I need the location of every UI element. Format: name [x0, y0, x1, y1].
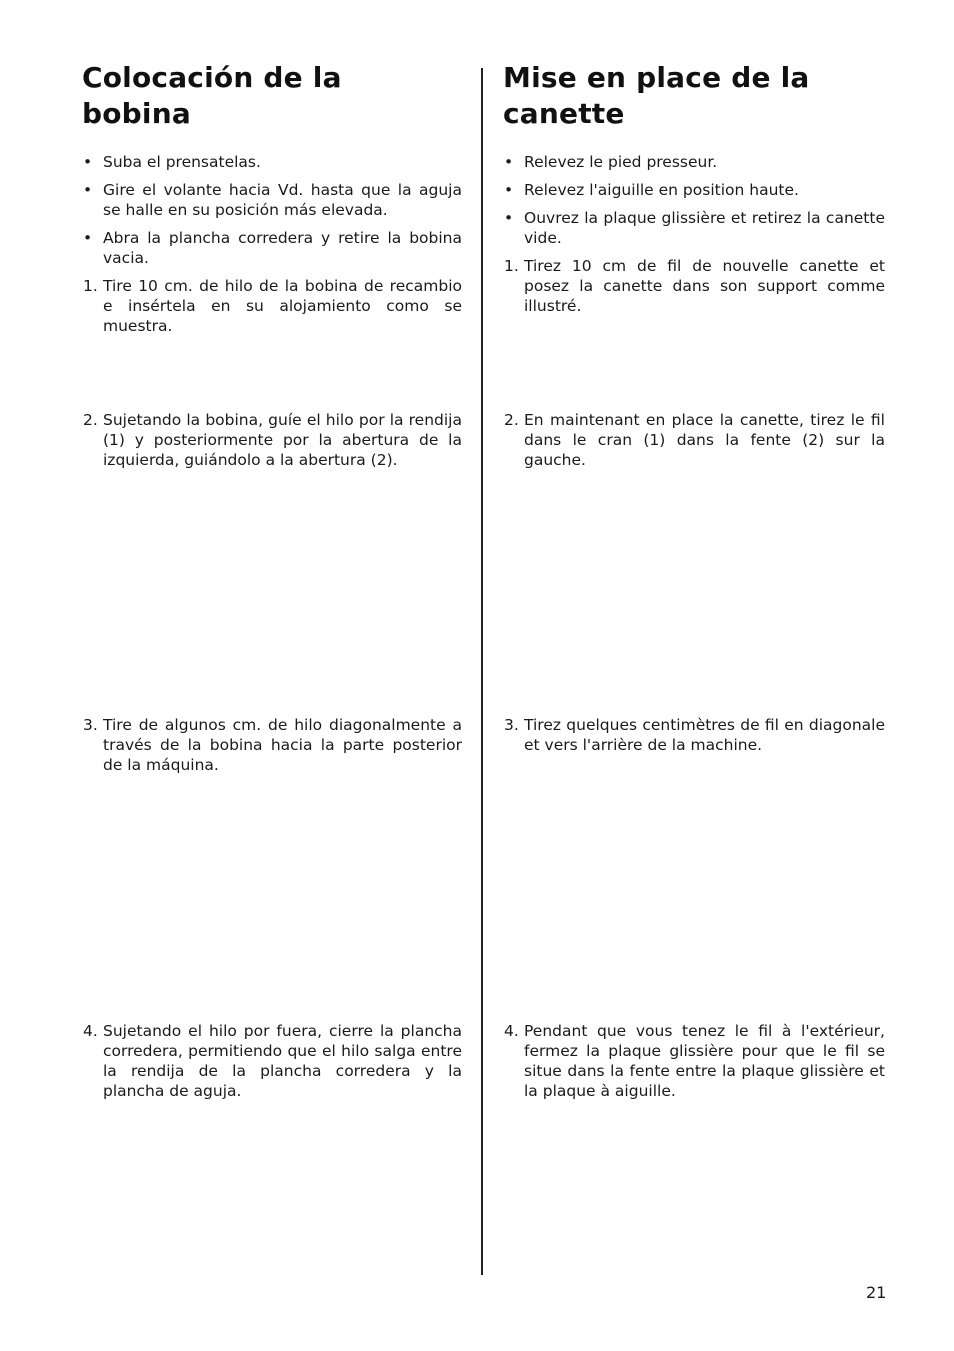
bullet-marker: •: [504, 209, 514, 227]
step-item: 2. Sujetando la bobina, guíe el hilo por la rendija (1) y posteriormente por la abertura de la izquierda, guiándolo a la abertura (2).: [83, 411, 462, 469]
bullet-marker: •: [83, 229, 93, 247]
right-bullet-list: [503, 152, 885, 324]
step-number: 1.: [83, 277, 98, 295]
right-step-4: [503, 1021, 885, 1109]
right-title-line1: Mise en place de la: [503, 61, 810, 94]
right-title: [503, 60, 885, 132]
bullet-marker: •: [504, 181, 514, 199]
step-item: 4. Pendant que vous tenez le fil à l'extérieur, fermez la plaque glissière pour que le fil se situe dans la fente entre la plaque glissière et la plaque à aiguille.: [504, 1022, 885, 1100]
list-item: • Abra la plancha corredera y retire la bobina vacia.: [83, 229, 462, 267]
list-item: • Ouvrez la plaque glissière et retirez la canette vide.: [504, 209, 885, 247]
list-item: • Relevez le pied presseur.: [504, 153, 718, 171]
bullet-marker: •: [504, 153, 514, 171]
step-number: 4.: [504, 1022, 519, 1040]
left-step-4: [82, 1021, 462, 1109]
step-item: 1. Tire 10 cm. de hilo de la bobina de recambio e insértela en su alojamiento como se muestra.: [83, 277, 462, 335]
right-step-2: [503, 410, 885, 478]
left-step-3: [82, 715, 462, 783]
left-title-line2: bobina: [82, 97, 191, 130]
step-item: 4. Sujetando el hilo por fuera, cierre la plancha corredera, permitiendo que el hilo salga entre la rendija de la plancha corredera y la plancha de aguja.: [83, 1022, 462, 1100]
left-step-2: [82, 410, 462, 478]
left-bullet-list: [82, 152, 462, 344]
step-item: 2. En maintenant en place la canette, tirez le fil dans le cran (1) dans la fente (2) sur la gauche.: [504, 411, 885, 469]
step-number: 2.: [83, 411, 98, 429]
left-column-spanish: [82, 60, 462, 1100]
list-item: • Gire el volante hacia Vd. hasta que la aguja se halle en su posición más elevada.: [83, 181, 462, 219]
list-item: • Relevez l'aiguille en position haute.: [504, 181, 799, 199]
step-item: 1. Tirez 10 cm de fil de nouvelle canette et posez la canette dans son support comme illustré.: [504, 257, 885, 315]
right-title-line2: canette: [503, 97, 625, 130]
step-number: 4.: [83, 1022, 98, 1040]
left-title: [82, 60, 462, 132]
right-column-french: [503, 60, 885, 1100]
step-item: 3. Tirez quelques centimètres de fil en diagonale et vers l'arrière de la machine.: [504, 716, 885, 754]
step-number: 3.: [83, 716, 98, 734]
step-number: 3.: [504, 716, 519, 734]
bullet-marker: •: [83, 181, 93, 199]
left-title-line1: Colocación de la: [82, 61, 342, 94]
page-number: 21: [866, 1283, 887, 1302]
step-item: 3. Tire de algunos cm. de hilo diagonalmente a través de la bobina hacia la parte posterior de la máquina.: [83, 716, 462, 774]
list-item: • Suba el prensatelas.: [83, 153, 261, 171]
step-number: 1.: [504, 257, 519, 275]
bullet-marker: •: [83, 153, 93, 171]
column-divider: [481, 68, 483, 1275]
right-step-3: [503, 715, 885, 763]
step-number: 2.: [504, 411, 519, 429]
